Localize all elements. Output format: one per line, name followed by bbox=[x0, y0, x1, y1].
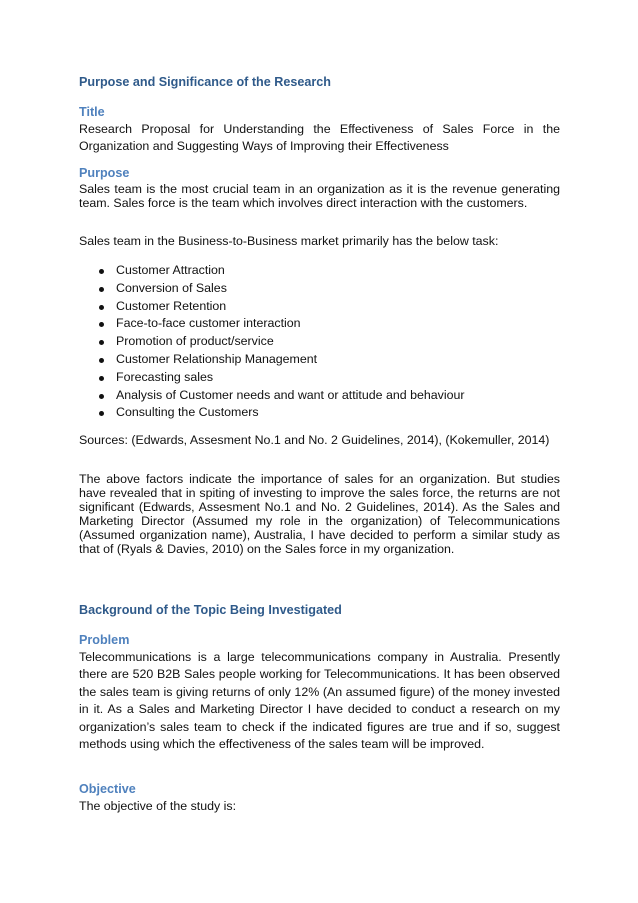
title-line-1: Research Proposal for Understanding the Effectiveness of Sales Force in the bbox=[79, 122, 560, 136]
purpose-label: Purpose bbox=[79, 166, 130, 180]
list-item: Face-to-face customer interaction bbox=[79, 315, 560, 333]
title-label: Title bbox=[79, 105, 105, 119]
list-item: Promotion of product/service bbox=[79, 333, 560, 351]
sources-paragraph: Sources: (Edwards, Assesment No.1 and No. 2 Guidelines, 2014), (Kokemuller, 2014) bbox=[79, 433, 550, 447]
bullet-icon bbox=[99, 340, 104, 345]
factors-paragraph: The above factors indicate the importance of sales for an organization. But studies have revealed that in spiting of investing to improve the sales force, the returns are not significant (Edwards, Assesment No.1 and No. 2 Guidelines, 2014). As the Sales and Marketing Director (Assumed my role in the organization) of Telecommunications (Assumed organization name), Australia, I have decided to perform a similar study as that of (Ryals & Davies, 2010) on the Sales force in my organization. bbox=[79, 472, 560, 556]
problem-label: Problem bbox=[79, 633, 130, 647]
list-item: Customer Attraction bbox=[79, 262, 560, 280]
bullet-icon bbox=[99, 305, 104, 310]
list-item: Customer Retention bbox=[79, 298, 560, 316]
problem-paragraph: Telecommunications is a large telecommunications company in Australia. Presently there are 520 B2B Sales people working for Telecommunications. It has been observed the sales team is giving returns of only 12% (An assumed figure) of the money invested in it. As a Sales and Marketing Director I have decided to conduct a research on my organization’s sales team to check if the indicated figures are true and if so, suggest methods using which the effectiveness of the sales team will be improved. bbox=[79, 650, 560, 752]
objective-label: Objective bbox=[79, 782, 136, 796]
bullet-icon bbox=[99, 322, 104, 327]
title-line-2: Organization and Suggesting Ways of Improving their Effectiveness bbox=[79, 139, 449, 153]
list-item: Analysis of Customer needs and want or attitude and behaviour bbox=[79, 387, 560, 405]
bullet-icon bbox=[99, 376, 104, 381]
bullet-icon bbox=[99, 358, 104, 363]
list-item: Consulting the Customers bbox=[79, 404, 560, 422]
section-heading-background: Background of the Topic Being Investigated bbox=[79, 603, 342, 617]
bullet-icon bbox=[99, 394, 104, 399]
section-heading-purpose-significance: Purpose and Significance of the Research bbox=[79, 75, 331, 89]
list-item: Forecasting sales bbox=[79, 369, 560, 387]
purpose-paragraph: Sales team is the most crucial team in an organization as it is the revenue generating team. Sales force is the team which involves direct interaction with the customers. bbox=[79, 182, 560, 210]
bullet-icon bbox=[99, 269, 104, 274]
b2b-intro-paragraph: Sales team in the Business-to-Business market primarily has the below task: bbox=[79, 234, 499, 248]
sales-tasks-list bbox=[79, 262, 560, 422]
objective-paragraph: The objective of the study is: bbox=[79, 799, 237, 813]
list-item: Customer Relationship Management bbox=[79, 351, 560, 369]
bullet-icon bbox=[99, 411, 104, 416]
bullet-icon bbox=[99, 287, 104, 292]
list-item: Conversion of Sales bbox=[79, 280, 560, 298]
